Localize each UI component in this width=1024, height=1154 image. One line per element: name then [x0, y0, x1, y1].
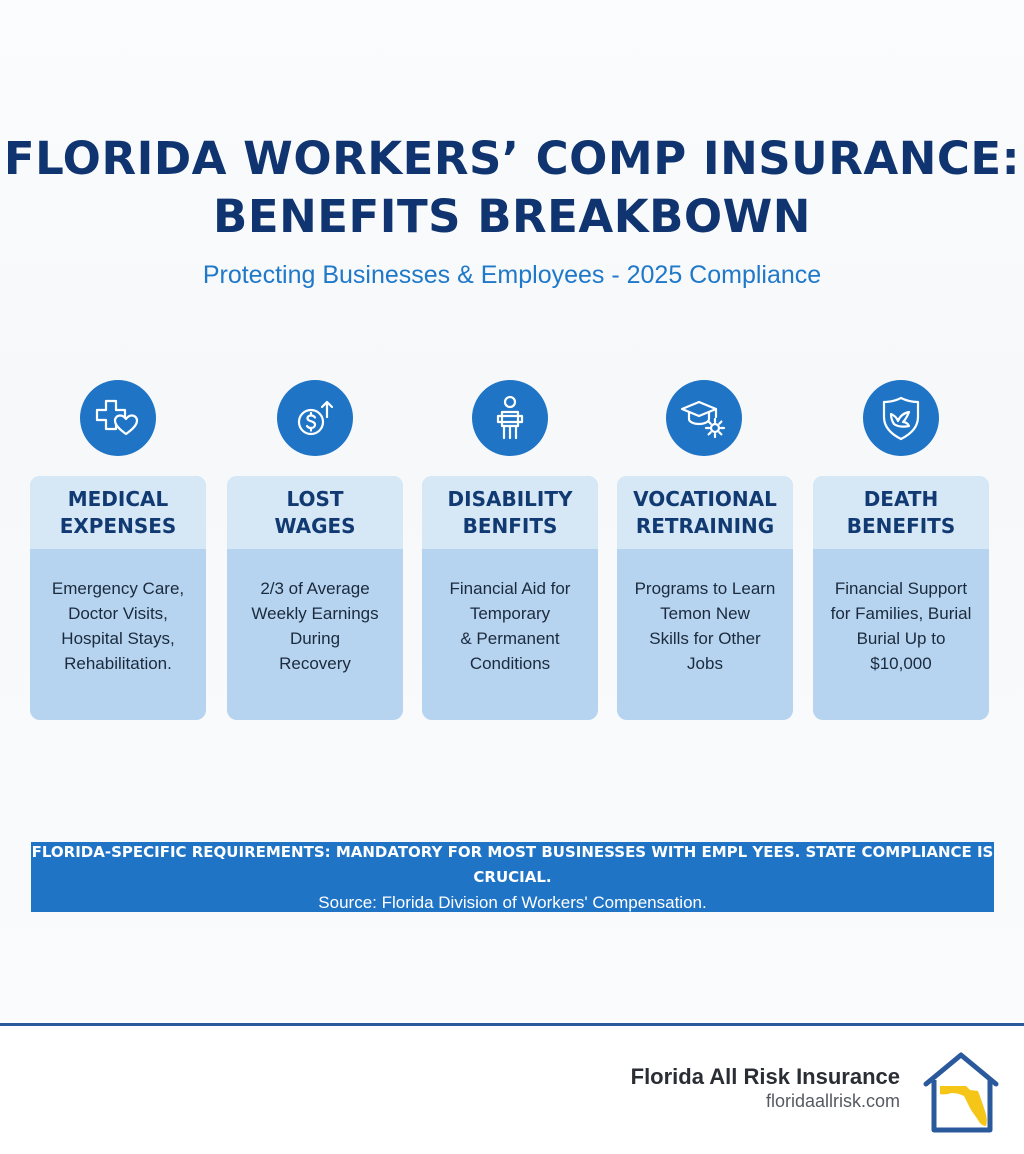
card-text-line: Hospital Stays,: [61, 629, 175, 648]
card-title: [227, 476, 403, 549]
title-line-1: FLORIDA WORKERS’ COMP INSURANCE:: [3, 132, 1021, 185]
card-title-line: MEDICAL: [67, 486, 169, 511]
card-text-line: Temporary: [469, 604, 551, 623]
graduation-cap-gear-icon: [666, 380, 742, 456]
page-title: [0, 130, 1024, 246]
source-text: Source: Florida Division of Workers' Compensation.: [318, 892, 707, 912]
card-text-line: $10,000: [870, 654, 932, 673]
medical-cross-heart-icon: [80, 380, 156, 456]
card-description: [422, 549, 598, 676]
card-text-line: Financial Aid for: [449, 579, 571, 598]
card-text-line: Rehabilitation.: [64, 654, 172, 673]
card-text-line: Programs to Learn: [634, 579, 776, 598]
card-text-line: Emergency Care,: [51, 579, 185, 598]
card-title-line: BENFITS: [462, 513, 558, 538]
card-title: [30, 476, 206, 549]
card-text-line: & Permanent: [460, 629, 560, 648]
card-title-line: VOCATIONAL: [633, 486, 777, 511]
card-text-line: Burial Up to: [856, 629, 946, 648]
card-text-line: Conditions: [469, 654, 551, 673]
card-title: [617, 476, 793, 549]
card-text-line: Temon New: [660, 604, 750, 623]
card-medical-expenses: [30, 476, 206, 720]
card-title: [813, 476, 989, 549]
card-lost-wages: [227, 476, 403, 720]
title-line-2: BENEFITS BREAKBOWN: [213, 190, 811, 243]
card-text-line: Weekly Earnings: [251, 604, 379, 623]
card-title-line: DISABILITY: [447, 486, 573, 511]
card-text-line: Recovery: [279, 654, 351, 673]
card-title-line: EXPENSES: [59, 513, 177, 538]
footer-divider: [0, 1023, 1024, 1026]
card-title: [422, 476, 598, 549]
brand-name: Florida All Risk Insurance: [630, 1064, 900, 1089]
card-description: [227, 549, 403, 676]
card-text-line: Skills for Other: [649, 629, 761, 648]
card-text-line: Financial Support: [834, 579, 968, 598]
card-text-line: Jobs: [687, 654, 723, 673]
card-title-line: WAGES: [274, 513, 356, 538]
card-description: [813, 549, 989, 676]
card-text-line: During: [289, 629, 341, 648]
house-florida-logo-icon: [920, 1050, 1002, 1134]
card-text-line: 2/3 of Average: [260, 579, 370, 598]
requirements-banner: [31, 842, 994, 912]
card-description: [30, 549, 206, 676]
card-text-line: Doctor Visits,: [68, 604, 168, 623]
card-title-line: LOST: [286, 486, 344, 511]
requirements-text: FLORIDA-SPECIFIC REQUIREMENTS: MANDATORY FOR MOST BUSINESSES WITH EMPL YEES. STATE COMPLIANCE IS CRUCIAL.: [31, 842, 994, 886]
card-death-benefits: [813, 476, 989, 720]
person-with-cast-icon: [472, 380, 548, 456]
dollar-coin-arrow-icon: [277, 380, 353, 456]
brand-url: floridaallrisk.com: [765, 1091, 900, 1111]
card-vocational-retraining: [617, 476, 793, 720]
card-text-line: for Families, Burial: [830, 604, 972, 623]
card-title-line: BENEFITS: [846, 513, 956, 538]
card-title-line: RETRAINING: [635, 513, 775, 538]
card-title-line: DEATH: [863, 486, 939, 511]
page-subtitle: Protecting Businesses & Employees - 2025 Compliance: [202, 261, 822, 289]
card-description: [617, 549, 793, 676]
shield-dove-icon: [863, 380, 939, 456]
card-disability-benefits: [422, 476, 598, 720]
